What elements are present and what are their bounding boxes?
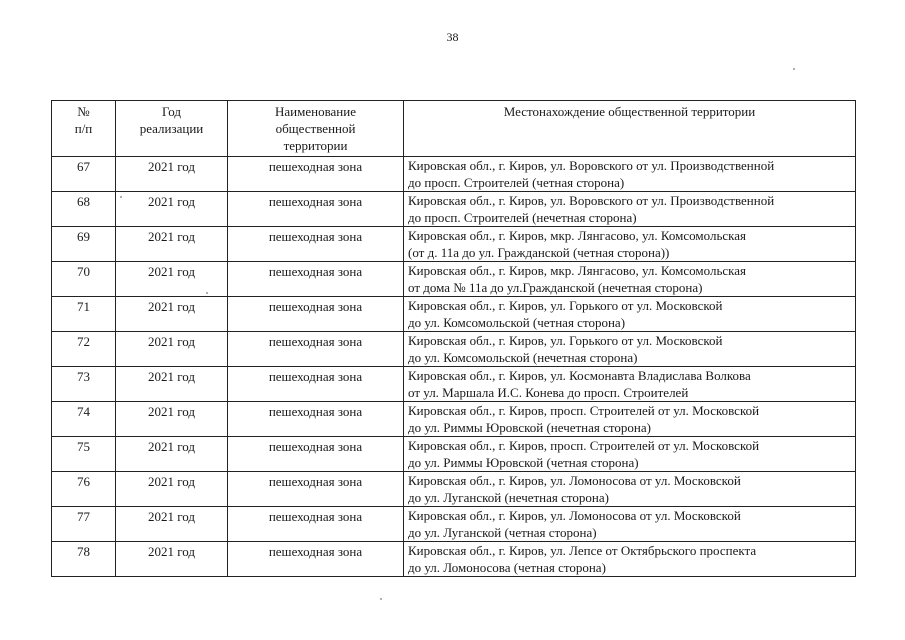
header-text-line: общественной — [275, 121, 356, 136]
row-number: 77 — [52, 507, 116, 542]
table-row — [52, 297, 856, 332]
location-line: Кировская обл., г. Киров, ул. Ломоносова от ул. Московской — [408, 473, 741, 488]
location-line: до ул. Комсомольской (четная сторона) — [408, 315, 626, 330]
row-number: 69 — [52, 227, 116, 262]
table-row — [52, 542, 856, 577]
row-year: 2021 год — [116, 227, 228, 262]
public-territories-table — [51, 100, 856, 577]
row-location — [404, 192, 856, 227]
row-year: 2021 год — [116, 542, 228, 577]
row-territory-name: пешеходная зона — [228, 402, 404, 437]
row-number: 75 — [52, 437, 116, 472]
header-year — [116, 101, 228, 157]
row-number: 71 — [52, 297, 116, 332]
table-row — [52, 402, 856, 437]
row-year: 2021 год — [116, 367, 228, 402]
header-text-line: Год — [161, 104, 182, 119]
header-name — [228, 101, 404, 157]
row-territory-name: пешеходная зона — [228, 262, 404, 297]
table-row — [52, 437, 856, 472]
header-text-line: Наименование — [275, 104, 356, 119]
scan-speck — [380, 598, 382, 600]
row-territory-name: пешеходная зона — [228, 227, 404, 262]
location-line: (от д. 11а до ул. Гражданской (четная сторона)) — [408, 245, 670, 260]
table-body — [52, 157, 856, 577]
location-line: Кировская обл., г. Киров, ул. Ломоносова от ул. Московской — [408, 508, 741, 523]
row-year: 2021 год — [116, 472, 228, 507]
table-row — [52, 507, 856, 542]
row-location — [404, 367, 856, 402]
page-number: 38 — [446, 30, 459, 44]
header-text-line: территории — [283, 138, 348, 153]
row-territory-name: пешеходная зона — [228, 332, 404, 367]
location-line: Кировская обл., г. Киров, ул. Лепсе от Октябрьского проспекта — [408, 543, 757, 558]
scan-speck — [793, 68, 795, 70]
row-location — [404, 542, 856, 577]
row-year: 2021 год — [116, 507, 228, 542]
row-number: 68 — [52, 192, 116, 227]
row-location — [404, 262, 856, 297]
location-line: Кировская обл., г. Киров, мкр. Лянгасово, ул. Комсомольская — [408, 228, 747, 243]
row-location — [404, 297, 856, 332]
location-line: до ул. Риммы Юровской (четная сторона) — [408, 455, 639, 470]
location-line: от ул. Маршала И.С. Конева до просп. Строителей — [408, 385, 689, 400]
row-territory-name: пешеходная зона — [228, 542, 404, 577]
row-location — [404, 332, 856, 367]
location-line: от дома № 11а до ул.Гражданской (нечетная сторона) — [408, 280, 703, 295]
row-year: 2021 год — [116, 332, 228, 367]
location-line: до ул. Риммы Юровской (нечетная сторона) — [408, 420, 651, 435]
location-line: Кировская обл., г. Киров, ул. Воровского от ул. Производственной — [408, 193, 775, 208]
location-line: Кировская обл., г. Киров, ул. Горького от ул. Московской — [408, 298, 723, 313]
header-text-line: п/п — [74, 121, 93, 136]
row-location — [404, 157, 856, 192]
row-territory-name: пешеходная зона — [228, 507, 404, 542]
table-row — [52, 332, 856, 367]
header-text-line: № — [77, 104, 90, 119]
location-line: Кировская обл., г. Киров, ул. Космонавта Владислава Волкова — [408, 368, 751, 383]
row-location — [404, 507, 856, 542]
row-territory-name: пешеходная зона — [228, 437, 404, 472]
location-line: до просп. Строителей (нечетная сторона) — [408, 210, 637, 225]
row-territory-name: пешеходная зона — [228, 192, 404, 227]
row-territory-name: пешеходная зона — [228, 157, 404, 192]
header-text-line: Местонахождение общественной территории — [503, 104, 756, 119]
row-number: 72 — [52, 332, 116, 367]
location-line: до ул. Луганской (четная сторона) — [408, 525, 597, 540]
row-number: 73 — [52, 367, 116, 402]
row-location — [404, 472, 856, 507]
row-year: 2021 год — [116, 437, 228, 472]
location-line: Кировская обл., г. Киров, просп. Строителей от ул. Московской — [408, 438, 760, 453]
location-line: до ул. Комсомольской (нечетная сторона) — [408, 350, 638, 365]
row-territory-name: пешеходная зона — [228, 297, 404, 332]
row-year: 2021 год — [116, 262, 228, 297]
row-number: 78 — [52, 542, 116, 577]
row-year: 2021 год — [116, 192, 228, 227]
location-line: Кировская обл., г. Киров, ул. Горького от ул. Московской — [408, 333, 723, 348]
row-number: 67 — [52, 157, 116, 192]
location-line: Кировская обл., г. Киров, ул. Воровского от ул. Производственной — [408, 158, 775, 173]
header-text-line: реализации — [139, 121, 204, 136]
row-year: 2021 год — [116, 297, 228, 332]
row-location — [404, 437, 856, 472]
header-location — [404, 101, 856, 157]
table-row — [52, 192, 856, 227]
row-territory-name: пешеходная зона — [228, 472, 404, 507]
location-line: Кировская обл., г. Киров, просп. Строителей от ул. Московской — [408, 403, 760, 418]
location-line: до просп. Строителей (четная сторона) — [408, 175, 625, 190]
row-number: 74 — [52, 402, 116, 437]
row-number: 76 — [52, 472, 116, 507]
row-year: 2021 год — [116, 402, 228, 437]
row-number: 70 — [52, 262, 116, 297]
row-year: 2021 год — [116, 157, 228, 192]
table-row — [52, 262, 856, 297]
location-line: Кировская обл., г. Киров, мкр. Лянгасово, ул. Комсомольская — [408, 263, 747, 278]
row-location — [404, 227, 856, 262]
table-header-row — [52, 101, 856, 157]
table-row — [52, 157, 856, 192]
location-line: до ул. Ломоносова (четная сторона) — [408, 560, 606, 575]
row-territory-name: пешеходная зона — [228, 367, 404, 402]
table-row — [52, 367, 856, 402]
table-row — [52, 227, 856, 262]
row-location — [404, 402, 856, 437]
header-number — [52, 101, 116, 157]
location-line: до ул. Луганской (нечетная сторона) — [408, 490, 609, 505]
table-row — [52, 472, 856, 507]
